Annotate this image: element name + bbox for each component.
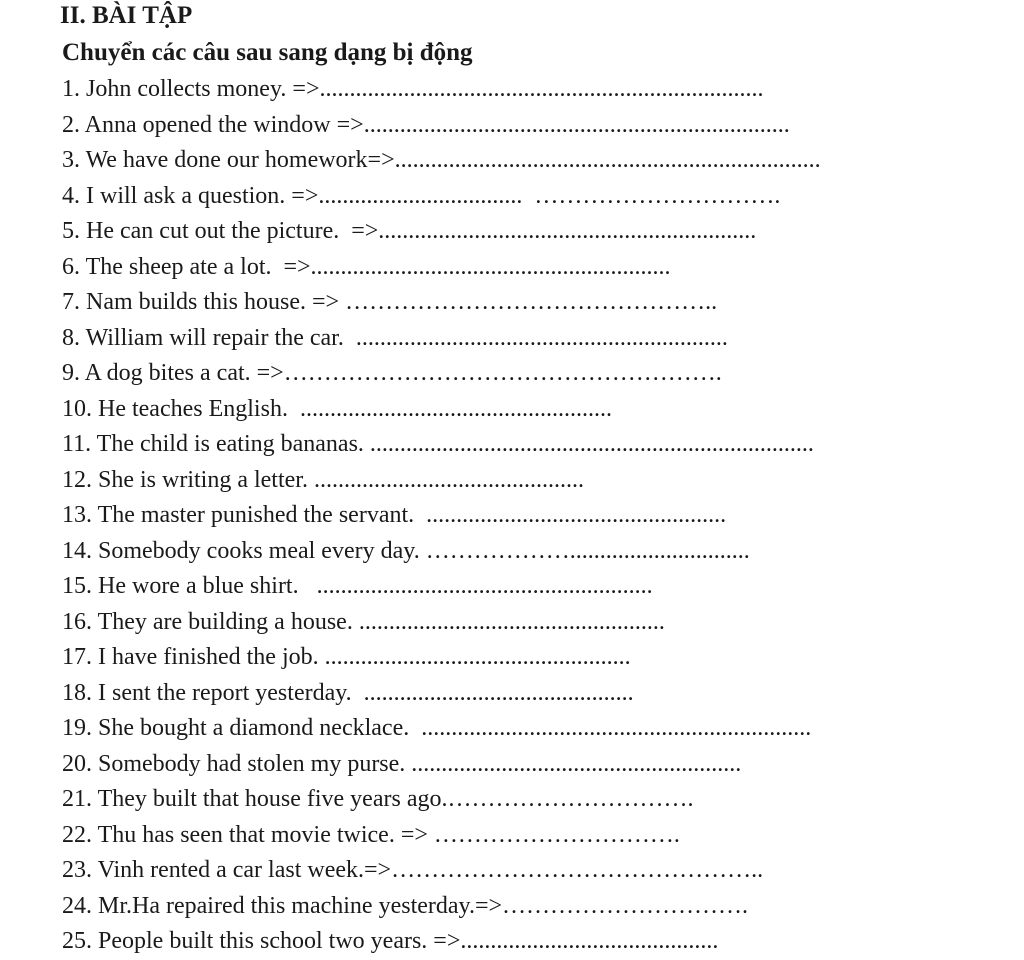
exercise-item — [62, 463, 962, 499]
exercise-item — [62, 711, 962, 747]
exercise-item — [62, 676, 962, 712]
exercise-item — [62, 498, 962, 534]
exercise-text: 21. They built that house five years ago.…………………………. — [62, 786, 694, 812]
exercise-text: 22. Thu has seen that movie twice. => …………………………. — [62, 821, 680, 848]
exercise-item — [62, 569, 962, 605]
exercise-text: 11. The child is eating bananas. .......................................................................... — [62, 431, 814, 457]
exercise-item — [62, 250, 962, 286]
exercise-item — [62, 924, 962, 960]
exercise-text: 1. John collects money. =>.......................................................................... — [62, 76, 764, 102]
exercise-list — [62, 72, 962, 960]
exercise-item — [62, 534, 962, 570]
exercise-text: 9. A dog bites a cat. =>………………………………………………. — [62, 360, 722, 386]
exercise-text: 16. They are building a house. ................................................... — [62, 608, 665, 635]
exercise-item — [62, 782, 962, 818]
exercise-text: 10. He teaches English. .................................................... — [62, 395, 612, 422]
exercise-text: 4. I will ask a question. =>.................................. …………………………. — [62, 182, 781, 209]
exercise-item — [62, 605, 962, 641]
exercise-text: 7. Nam builds this house. => ……………………………………….. — [62, 289, 718, 315]
exercise-text: 6. The sheep ate a lot. =>............................................................ — [62, 253, 671, 280]
exercise-text: 2. Anna opened the window =>....................................................................... — [62, 111, 790, 138]
exercise-text: 25. People built this school two years. =>........................................... — [62, 928, 719, 954]
exercise-text: 8. William will repair the car. .............................................................. — [62, 324, 728, 351]
exercise-item — [62, 143, 962, 179]
exercise-item — [62, 321, 962, 357]
exercise-text: 14. Somebody cooks meal every day. ……………….............................. — [62, 537, 750, 564]
exercise-text: 17. I have finished the job. ................................................... — [62, 644, 631, 670]
exercise-item — [62, 179, 962, 215]
exercise-item — [62, 747, 962, 783]
exercise-text: 12. She is writing a letter. ............................................. — [62, 466, 584, 493]
exercise-item — [62, 818, 962, 854]
exercise-item — [62, 640, 962, 676]
exercise-item — [62, 285, 962, 321]
exercise-text: 13. The master punished the servant. .................................................. — [62, 502, 727, 528]
exercise-text: 18. I sent the report yesterday. ............................................. — [62, 679, 634, 706]
exercise-item — [62, 72, 962, 108]
exercise-item — [62, 427, 962, 463]
exercise-item — [62, 108, 962, 144]
exercise-text: 3. We have done our homework=>....................................................................... — [62, 147, 821, 173]
exercise-item — [62, 853, 962, 889]
instruction-text: Chuyển các câu sau sang dạng bị động — [62, 39, 473, 66]
exercise-text: 24. Mr.Ha repaired this machine yesterday.=>…………………………. — [62, 892, 749, 919]
exercise-item — [62, 214, 962, 250]
exercise-text: 19. She bought a diamond necklace. ................................................................. — [62, 715, 812, 741]
exercise-text: 5. He can cut out the picture. =>............................................................... — [62, 218, 757, 244]
exercise-item — [62, 392, 962, 428]
section-heading: II. BÀI TẬP — [60, 2, 193, 29]
exercise-text: 15. He wore a blue shirt. ........................................................ — [62, 573, 653, 599]
exercise-text: 23. Vinh rented a car last week.=>……………………………………….. — [62, 857, 764, 883]
exercise-item — [62, 889, 962, 925]
exercise-item — [62, 356, 962, 392]
exercise-text: 20. Somebody had stolen my purse. ....................................................... — [62, 750, 742, 777]
